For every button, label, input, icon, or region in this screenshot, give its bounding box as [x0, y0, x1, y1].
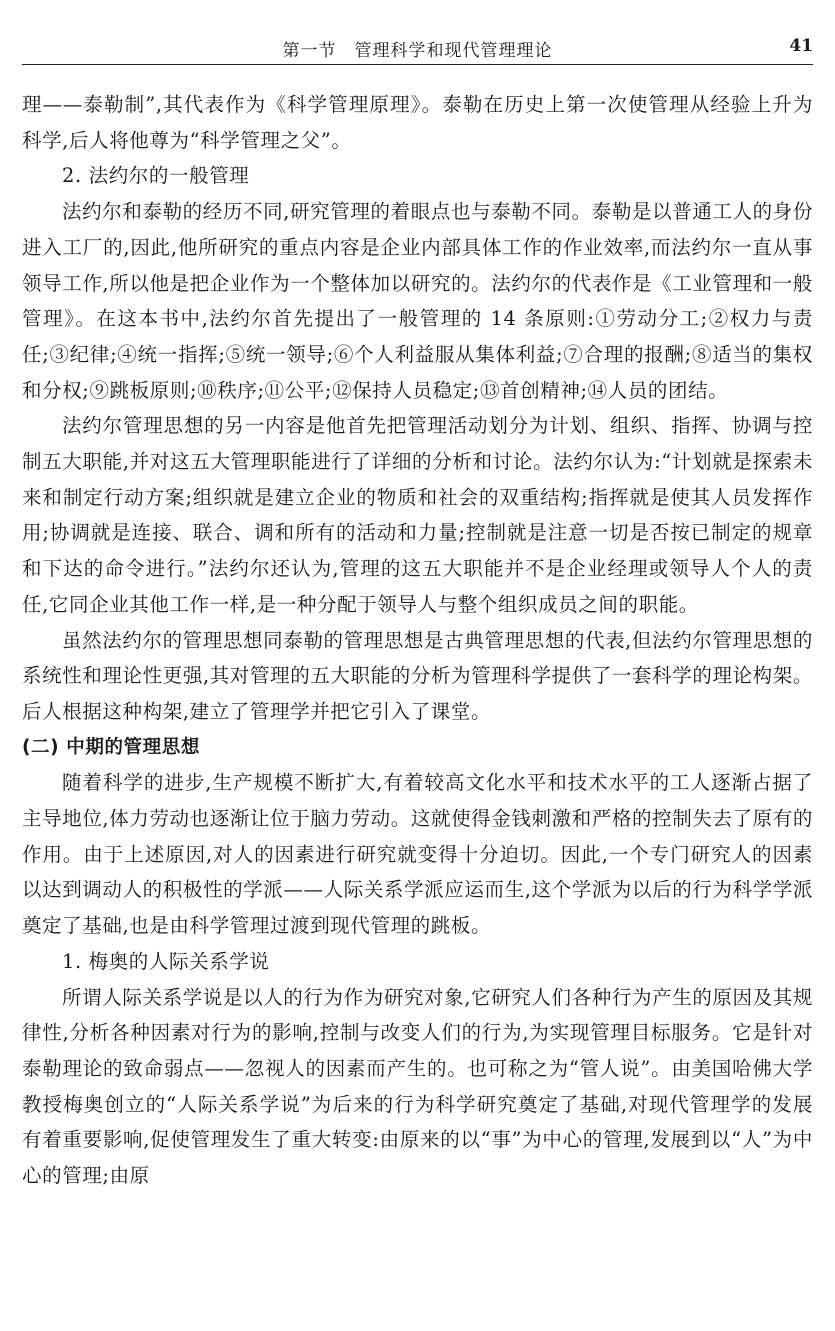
paragraph: 理——泰勒制”,其代表作为《科学管理原理》。泰勒在历史上第一次使管理从经验上升为科学,后人将他尊为“科学管理之父”。: [22, 93, 813, 152]
section-heading-mid-period: (二) 中期的管理思想: [22, 736, 200, 758]
subsection-heading-fayol: 2. 法约尔的一般管理: [62, 164, 250, 188]
paragraph: 虽然法约尔的管理思想同泰勒的管理思想是古典管理思想的代表,但法约尔管理思想的系统性和理论性更强,其对管理的五大职能的分析为管理科学提供了一套科学的理论构架。后人根据这种构架,建立了管理学并把它引入了课堂。: [22, 628, 813, 723]
page-number: 41: [789, 36, 813, 56]
subsection-heading-mayo: 1. 梅奥的人际关系学说: [62, 949, 270, 973]
book-page: [22, 30, 813, 1194]
paragraph: 法约尔管理思想的另一内容是他首先把管理活动划分为计划、组织、指挥、协调与控制五大职能,并对这五大管理职能进行了详细的分析和讨论。法约尔认为:“计划就是探索未来和制定行动方案;组织就是建立企业的物质和社会的双重结构;指挥就是使其人员发挥作用;协调就是连接、联合、调和所有的活动和力量;控制就是注意一切是否按已制定的规章和下达的命令进行。”法约尔还认为,管理的这五大职能并不是企业经理或领导人个人的责任,它同企业其他工作一样,是一种分配于领导人与整个组织成员之间的职能。: [22, 414, 813, 616]
paragraph: 所谓人际关系学说是以人的行为作为研究对象,它研究人们各种行为产生的原因及其规律性,分析各种因素对行为的影响,控制与改变人们的行为,为实现管理目标服务。它是针对泰勒理论的致命弱点——忽视人的因素而产生的。也可称之为“管人说”。由美国哈佛大学教授梅奥创立的“人际关系学说”为后来的行为科学研究奠定了基础,对现代管理学的发展有着重要影响,促使管理发生了重大转变:由原来的以“事”为中心的管理,发展到以“人”为中心的管理;由原: [22, 985, 813, 1188]
paragraph: 随着科学的进步,生产规模不断扩大,有着较高文化水平和技术水平的工人逐渐占据了主导地位,体力劳动也逐渐让位于脑力劳动。这就使得金钱刺激和严格的控制失去了原有的作用。由于上述原因,对人的因素进行研究就变得十分迫切。因此,一个专门研究人的因素以达到调动人的积极性的学派——人际关系学派应运而生,这个学派为以后的行为科学学派奠定了基础,也是由科学管理过渡到现代管理的跳板。: [22, 771, 813, 938]
running-header-title: 第一节 管理科学和现代管理理论: [282, 41, 553, 61]
paragraph: 法约尔和泰勒的经历不同,研究管理的着眼点也与泰勒不同。泰勒是以普通工人的身份进入工厂的,因此,他所研究的重点内容是企业内部具体工作的作业效率,而法约尔一直从事领导工作,所以他是把企业作为一个整体加以研究的。法约尔的代表作是《工业管理和一般管理》。在这本书中,法约尔首先提出了一般管理的 14 条原则:①劳动分工;②权力与责任;③纪律;④统一指挥;⑤统一领导;⑥个人利益服从集体利益;⑦合理的报酬;⑧适当的集权和分权;⑨跳板原则;⑩秩序;⑪公平;⑫保持人员稳定;⑬首创精神;⑭人员的团结。: [22, 200, 813, 402]
running-header: [22, 30, 813, 65]
body-text: [22, 87, 813, 1194]
